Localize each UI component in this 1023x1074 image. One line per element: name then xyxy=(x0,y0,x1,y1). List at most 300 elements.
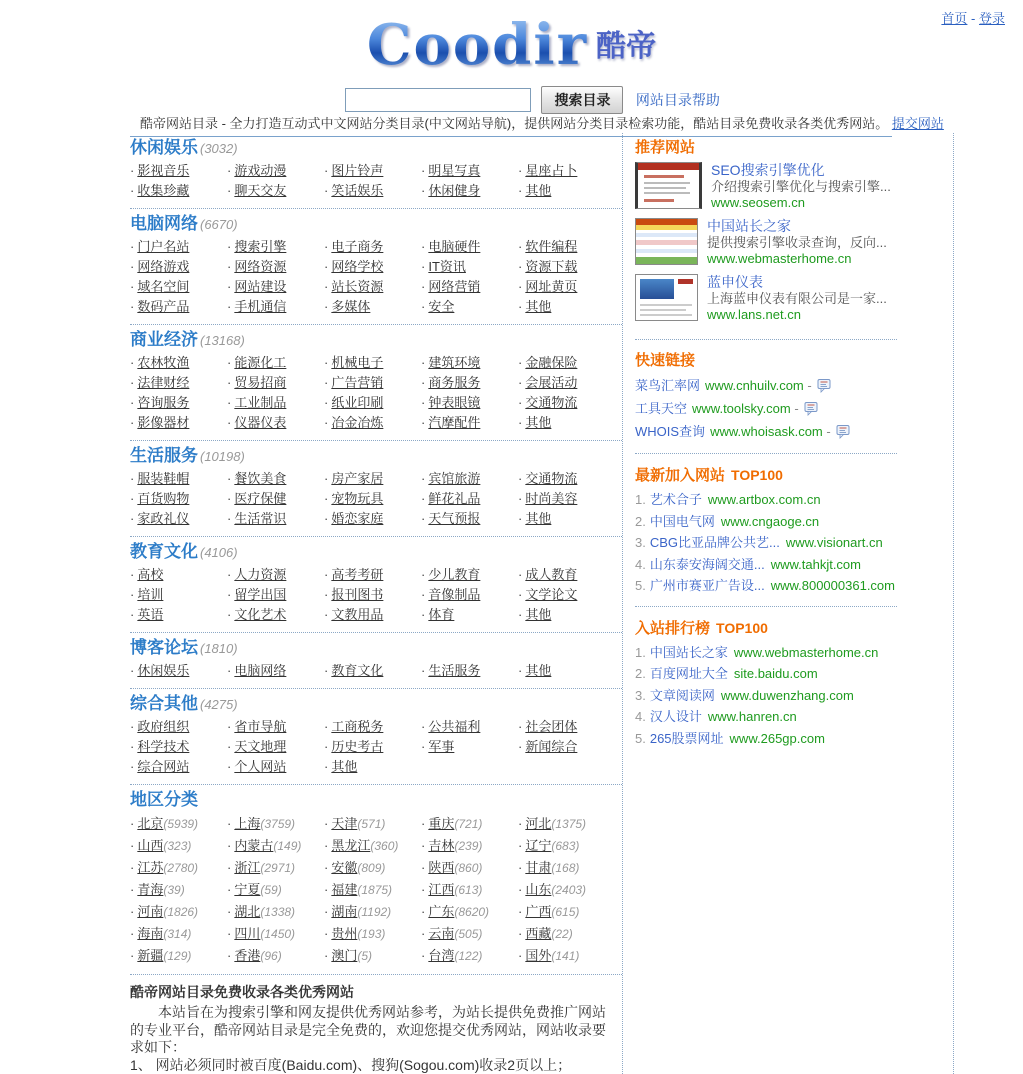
category-link-cell xyxy=(130,565,227,585)
category-link-cell xyxy=(130,161,227,181)
tagline-text: 酷帝网站目录 - 全力打造互动式中文网站分类目录(中文网站导航)，提供网站分类目录检索功能，酷站目录免费收录各类优秀网站。 xyxy=(140,116,888,131)
category-link[interactable]: 服装鞋帽 xyxy=(137,471,189,486)
category-link[interactable]: 图片铃声 xyxy=(331,163,383,178)
region-link-cell xyxy=(227,945,324,967)
category-title[interactable]: 综合其他 xyxy=(130,694,198,713)
bullet-icon: · xyxy=(518,860,522,875)
category-link-cell xyxy=(227,161,324,181)
category-link-cell xyxy=(324,181,421,201)
newest-sites-list xyxy=(635,489,953,597)
bullet-icon: · xyxy=(130,948,134,963)
category-section xyxy=(130,689,622,785)
rank-number: 1. xyxy=(635,492,646,507)
category-link[interactable]: 其他 xyxy=(525,663,551,678)
category-link[interactable]: 网站建设 xyxy=(234,279,286,294)
category-link-cell xyxy=(130,757,227,777)
site-name-link[interactable]: 265股票网址 xyxy=(650,731,724,746)
region-link[interactable]: 四川 xyxy=(234,926,260,941)
category-link-cell xyxy=(324,373,421,393)
category-link[interactable]: 餐饮美食 xyxy=(234,471,286,486)
site-url-link[interactable]: www.cnhuilv.com xyxy=(705,378,804,393)
category-link[interactable]: 建筑环境 xyxy=(428,355,480,370)
search-button[interactable]: 搜索目录 xyxy=(541,86,623,114)
site-url-link[interactable]: www.seosem.cn xyxy=(711,195,891,211)
category-link[interactable]: 休闲健身 xyxy=(428,183,480,198)
directory-help-link[interactable]: 网站目录帮助 xyxy=(636,92,720,108)
category-link-cell xyxy=(130,509,227,529)
category-link-cell xyxy=(130,489,227,509)
region-link[interactable]: 陕西 xyxy=(428,860,454,875)
newest-sites-section xyxy=(635,460,953,599)
bullet-icon: · xyxy=(227,948,231,963)
bullet-icon: · xyxy=(518,567,522,582)
category-link-cell xyxy=(324,469,421,489)
category-link[interactable]: 资源下载 xyxy=(525,259,577,274)
site-name-link[interactable]: SEO搜索引擎优化 xyxy=(711,162,891,179)
category-link[interactable]: 鲜花礼品 xyxy=(428,491,480,506)
category-link[interactable]: 宠物玩具 xyxy=(331,491,383,506)
region-link[interactable]: 甘肃 xyxy=(525,860,551,875)
site-thumbnail[interactable] xyxy=(635,274,698,321)
category-link[interactable]: 安全 xyxy=(428,299,454,314)
category-link[interactable]: 体育 xyxy=(428,607,454,622)
bullet-icon: · xyxy=(130,759,134,774)
quick-links-section xyxy=(635,346,953,446)
category-link-cell xyxy=(324,565,421,585)
category-link[interactable]: 宾馆旅游 xyxy=(428,471,480,486)
bullet-icon: · xyxy=(130,299,134,314)
site-name-link[interactable]: 蓝申仪表 xyxy=(707,274,887,291)
site-name-link[interactable]: 百度网址大全 xyxy=(650,666,728,681)
site-name-link[interactable]: 艺术合子 xyxy=(650,492,702,507)
bullet-icon: · xyxy=(227,926,231,941)
category-link[interactable]: 网络游戏 xyxy=(137,259,189,274)
bullet-icon: · xyxy=(130,567,134,582)
category-link-cell xyxy=(227,661,324,681)
category-link[interactable]: 教育文化 xyxy=(331,663,383,678)
region-link-cell xyxy=(227,857,324,879)
region-link[interactable]: 天津 xyxy=(331,816,357,831)
category-link[interactable]: 生活服务 xyxy=(428,663,480,678)
bullet-icon: · xyxy=(518,663,522,678)
region-link[interactable]: 河北 xyxy=(525,816,551,831)
bullet-icon: · xyxy=(324,587,328,602)
category-link-cell xyxy=(227,565,324,585)
recommended-section xyxy=(635,133,953,332)
ranking-list xyxy=(635,642,953,750)
category-title[interactable]: 教育文化 xyxy=(130,542,198,561)
category-link[interactable]: 其他 xyxy=(525,183,551,198)
site-name-link[interactable]: 中国站长之家 xyxy=(650,645,728,660)
region-link[interactable]: 山东 xyxy=(525,882,551,897)
category-link-cell xyxy=(421,605,518,625)
category-link-cell xyxy=(227,509,324,529)
category-link[interactable]: 其他 xyxy=(525,299,551,314)
region-link[interactable]: 澳门 xyxy=(331,948,357,963)
category-link[interactable]: 电脑硬件 xyxy=(428,239,480,254)
category-link[interactable]: 明星写真 xyxy=(428,163,480,178)
category-link[interactable]: 手机通信 xyxy=(234,299,286,314)
bullet-icon: · xyxy=(227,299,231,314)
bullet-icon: · xyxy=(324,471,328,486)
region-link[interactable]: 江西 xyxy=(428,882,454,897)
site-url-link[interactable]: www.tahkjt.com xyxy=(771,557,861,572)
category-link-cell xyxy=(130,717,227,737)
bullet-icon: · xyxy=(227,587,231,602)
category-title[interactable]: 生活服务 xyxy=(130,446,198,465)
bullet-icon: · xyxy=(324,607,328,622)
category-link[interactable]: 公共福利 xyxy=(428,719,480,734)
region-link[interactable]: 湖北 xyxy=(234,904,260,919)
region-count: (129) xyxy=(163,949,191,963)
category-link[interactable]: 交通物流 xyxy=(525,395,577,410)
region-link[interactable]: 福建 xyxy=(331,882,357,897)
site-url-link[interactable]: www.265gp.com xyxy=(730,731,825,746)
region-link[interactable]: 重庆 xyxy=(428,816,454,831)
bullet-icon: · xyxy=(518,719,522,734)
site-url-link[interactable]: www.duwenzhang.com xyxy=(721,688,854,703)
region-link[interactable]: 内蒙古 xyxy=(234,838,273,853)
category-link[interactable]: 金融保险 xyxy=(525,355,577,370)
category-link-cell xyxy=(227,489,324,509)
comment-icon[interactable] xyxy=(817,377,831,398)
region-link[interactable]: 新疆 xyxy=(137,948,163,963)
site-url-link[interactable]: www.lans.net.cn xyxy=(707,307,887,323)
region-link-cell xyxy=(227,879,324,901)
bullet-icon: · xyxy=(421,739,425,754)
category-link[interactable]: 天文地理 xyxy=(234,739,286,754)
region-link[interactable]: 黑龙江 xyxy=(331,838,370,853)
bullet-icon: · xyxy=(518,511,522,526)
region-link[interactable]: 江苏 xyxy=(137,860,163,875)
category-link[interactable]: 多媒体 xyxy=(331,299,370,314)
region-link-cell xyxy=(518,923,615,945)
region-link[interactable]: 北京 xyxy=(137,816,163,831)
region-link[interactable]: 贵州 xyxy=(331,926,357,941)
site-url-link[interactable]: www.800000361.com xyxy=(771,578,895,593)
category-link[interactable]: 新闻综合 xyxy=(525,739,577,754)
category-link-cell xyxy=(421,277,518,297)
region-link[interactable]: 宁夏 xyxy=(234,882,260,897)
category-link[interactable]: 军事 xyxy=(428,739,454,754)
category-link[interactable]: 高校 xyxy=(137,567,163,582)
bullet-icon: · xyxy=(130,471,134,486)
category-link[interactable]: 培训 xyxy=(137,587,163,602)
sidebar xyxy=(623,133,954,1074)
region-link-cell xyxy=(130,857,227,879)
login-link[interactable]: 登录 xyxy=(979,11,1005,26)
category-link[interactable]: 会展活动 xyxy=(525,375,577,390)
category-link-cell xyxy=(421,717,518,737)
site-name-link[interactable]: 广州市赛亚广告设... xyxy=(650,578,765,593)
category-link[interactable]: 域名空间 xyxy=(137,279,189,294)
category-link[interactable]: 工商税务 xyxy=(331,719,383,734)
category-link[interactable]: 英语 xyxy=(137,607,163,622)
category-links-grid xyxy=(130,161,622,201)
category-link[interactable]: 机械电子 xyxy=(331,355,383,370)
region-link[interactable]: 海南 xyxy=(137,926,163,941)
bullet-icon: · xyxy=(518,183,522,198)
category-link-cell xyxy=(324,161,421,181)
category-link[interactable]: 交通物流 xyxy=(525,471,577,486)
footer-title: 酷帝网站目录免费收录各类优秀网站 xyxy=(130,983,616,1002)
bullet-icon: · xyxy=(324,759,328,774)
category-link[interactable]: 婚恋家庭 xyxy=(331,511,383,526)
region-link-cell xyxy=(324,923,421,945)
category-title[interactable]: 商业经济 xyxy=(130,330,198,349)
site-name-link[interactable]: 工具天空 xyxy=(635,401,687,416)
region-link-cell xyxy=(518,879,615,901)
comment-icon[interactable] xyxy=(836,423,850,444)
category-link[interactable]: 时尚美容 xyxy=(525,491,577,506)
category-link[interactable]: 文学论文 xyxy=(525,587,577,602)
category-link-cell xyxy=(518,489,615,509)
category-links-grid xyxy=(130,717,622,777)
bullet-icon: · xyxy=(518,163,522,178)
bullet-icon: · xyxy=(227,415,231,430)
category-link[interactable]: 影视音乐 xyxy=(137,163,189,178)
region-count: (314) xyxy=(163,927,191,941)
region-link[interactable]: 香港 xyxy=(234,948,260,963)
category-title[interactable]: 休闲娱乐 xyxy=(130,138,198,157)
category-link[interactable]: 天气预报 xyxy=(428,511,480,526)
category-link[interactable]: 家政礼仪 xyxy=(137,511,189,526)
category-link-cell xyxy=(518,277,615,297)
site-url-link[interactable]: www.visionart.cn xyxy=(786,535,883,550)
region-link[interactable]: 青海 xyxy=(137,882,163,897)
divider xyxy=(635,453,897,454)
category-link[interactable]: 游戏动漫 xyxy=(234,163,286,178)
site-url-link[interactable]: www.cngaoge.cn xyxy=(721,514,819,529)
category-link[interactable]: 商务服务 xyxy=(428,375,480,390)
region-link[interactable]: 云南 xyxy=(428,926,454,941)
category-link[interactable]: 社会团体 xyxy=(525,719,577,734)
region-link-cell xyxy=(324,835,421,857)
category-link[interactable]: 软件编程 xyxy=(525,239,577,254)
category-link[interactable]: 收集珍藏 xyxy=(137,183,189,198)
region-count: (59) xyxy=(260,883,281,897)
region-link[interactable]: 湖南 xyxy=(331,904,357,919)
category-link[interactable]: 纸业印刷 xyxy=(331,395,383,410)
category-link[interactable]: 工业制品 xyxy=(234,395,286,410)
category-link[interactable]: 电子商务 xyxy=(331,239,383,254)
category-link-cell xyxy=(324,737,421,757)
category-link-cell xyxy=(421,297,518,317)
region-count: (22) xyxy=(551,927,572,941)
region-link[interactable]: 吉林 xyxy=(428,838,454,853)
ranked-site-item xyxy=(635,532,953,554)
bullet-icon: · xyxy=(421,948,425,963)
category-link[interactable]: 网络学校 xyxy=(331,259,383,274)
category-link[interactable]: 高考考研 xyxy=(331,567,383,582)
quick-link-item xyxy=(635,421,953,444)
category-link-cell xyxy=(421,661,518,681)
search-input[interactable] xyxy=(345,88,531,112)
site-name-link[interactable]: 中国电气网 xyxy=(650,514,715,529)
bullet-icon: · xyxy=(421,279,425,294)
category-link[interactable]: 百货购物 xyxy=(137,491,189,506)
home-link[interactable]: 首页 xyxy=(941,11,967,26)
category-link[interactable]: 钟表眼镜 xyxy=(428,395,480,410)
category-link[interactable]: 少儿教育 xyxy=(428,567,480,582)
category-link[interactable]: 其他 xyxy=(525,415,551,430)
category-link-cell xyxy=(421,509,518,529)
bullet-icon: · xyxy=(421,491,425,506)
site-name-link[interactable]: 中国站长之家 xyxy=(707,218,887,235)
category-link[interactable]: 咨询服务 xyxy=(137,395,189,410)
category-links-grid xyxy=(130,469,622,529)
category-link[interactable]: 广告营销 xyxy=(331,375,383,390)
category-link[interactable]: 文教用品 xyxy=(331,607,383,622)
bullet-icon: · xyxy=(130,860,134,875)
category-link[interactable]: 成人教育 xyxy=(525,567,577,582)
category-link[interactable]: 省市导航 xyxy=(234,719,286,734)
category-link[interactable]: 人力资源 xyxy=(234,567,286,582)
category-link[interactable]: 留学出国 xyxy=(234,587,286,602)
category-link[interactable]: 仪器仪表 xyxy=(234,415,286,430)
category-link[interactable]: 房产家居 xyxy=(331,471,383,486)
rank-number: 5. xyxy=(635,731,646,746)
category-link[interactable]: 文化艺术 xyxy=(234,607,286,622)
site-url-link[interactable]: www.webmasterhome.cn xyxy=(734,645,879,660)
category-link[interactable]: 综合网站 xyxy=(137,759,189,774)
category-link[interactable]: 科学技术 xyxy=(137,739,189,754)
region-link[interactable]: 辽宁 xyxy=(525,838,551,853)
category-link[interactable]: IT资讯 xyxy=(428,259,466,274)
site-name-link[interactable]: WHOIS查询 xyxy=(635,424,705,439)
region-link[interactable]: 河南 xyxy=(137,904,163,919)
category-link[interactable]: 电脑网络 xyxy=(234,663,286,678)
category-links-grid xyxy=(130,565,622,625)
bullet-icon: · xyxy=(324,491,328,506)
region-count: (1375) xyxy=(551,817,586,831)
category-link-cell xyxy=(421,257,518,277)
region-link[interactable]: 台湾 xyxy=(428,948,454,963)
category-link[interactable]: 个人网站 xyxy=(234,759,286,774)
category-link[interactable]: 网络资源 xyxy=(234,259,286,274)
category-link[interactable]: 生活常识 xyxy=(234,511,286,526)
region-link[interactable]: 山西 xyxy=(137,838,163,853)
category-link[interactable]: 星座占卜 xyxy=(525,163,577,178)
site-url-link[interactable]: www.artbox.com.cn xyxy=(708,492,821,507)
site-name-link[interactable]: 文章阅读网 xyxy=(650,688,715,703)
bullet-icon: · xyxy=(421,663,425,678)
search-bar xyxy=(345,86,720,114)
category-link[interactable]: 贸易招商 xyxy=(234,375,286,390)
category-link[interactable]: 网络营销 xyxy=(428,279,480,294)
region-link[interactable]: 上海 xyxy=(234,816,260,831)
category-link[interactable]: 农林牧渔 xyxy=(137,355,189,370)
region-count: (8620) xyxy=(454,905,489,919)
category-link-cell xyxy=(518,509,615,529)
category-link[interactable]: 数码产品 xyxy=(137,299,189,314)
site-name-link[interactable]: 菜鸟汇率网 xyxy=(635,378,700,393)
category-link[interactable]: 其他 xyxy=(525,607,551,622)
site-name-link[interactable]: CBG比亚品牌公共艺... xyxy=(650,535,780,550)
category-link[interactable]: 其他 xyxy=(331,759,357,774)
newest-sites-title: 最新加入网站 xyxy=(635,467,725,484)
category-count: (13168) xyxy=(200,333,245,348)
region-link[interactable]: 浙江 xyxy=(234,860,260,875)
region-link[interactable]: 广东 xyxy=(428,904,454,919)
bullet-icon: · xyxy=(518,926,522,941)
category-link[interactable]: 聊天交友 xyxy=(234,183,286,198)
site-thumbnail[interactable] xyxy=(635,162,702,209)
category-link[interactable]: 影像器材 xyxy=(137,415,189,430)
category-link[interactable]: 冶金冶炼 xyxy=(331,415,383,430)
category-link-cell xyxy=(324,297,421,317)
region-link-cell xyxy=(227,813,324,835)
bullet-icon: · xyxy=(227,471,231,486)
category-link[interactable]: 门户名站 xyxy=(137,239,189,254)
region-link[interactable]: 国外 xyxy=(525,948,551,963)
category-link[interactable]: 其他 xyxy=(525,511,551,526)
region-link[interactable]: 安徽 xyxy=(331,860,357,875)
bullet-icon: · xyxy=(324,816,328,831)
site-description: 上海蓝申仪表有限公司是一家... xyxy=(707,291,887,307)
category-link[interactable]: 法律财经 xyxy=(137,375,189,390)
site-name-link[interactable]: 汉人设计 xyxy=(650,709,702,724)
region-count: (1192) xyxy=(357,905,391,919)
category-link[interactable]: 笑话娱乐 xyxy=(331,183,383,198)
category-link[interactable]: 医疗保健 xyxy=(234,491,286,506)
region-link-cell xyxy=(324,813,421,835)
region-section xyxy=(130,785,622,975)
site-name-link[interactable]: 山东泰安海阔交通... xyxy=(650,557,765,572)
category-link-cell xyxy=(421,413,518,433)
category-link[interactable]: 历史考古 xyxy=(331,739,383,754)
category-link-cell xyxy=(518,257,615,277)
bullet-icon: · xyxy=(130,491,134,506)
category-title[interactable]: 博客论坛 xyxy=(130,638,198,657)
site-thumbnail[interactable] xyxy=(635,218,698,265)
category-link[interactable]: 能源化工 xyxy=(234,355,286,370)
recommended-list xyxy=(635,162,953,323)
top100-badge: TOP100 xyxy=(716,620,768,636)
region-link[interactable]: 广西 xyxy=(525,904,551,919)
category-link-cell xyxy=(324,277,421,297)
bullet-icon: · xyxy=(227,838,231,853)
site-url-link[interactable]: www.whoisask.com xyxy=(710,424,823,439)
bullet-icon: · xyxy=(324,719,328,734)
category-link[interactable]: 站长资源 xyxy=(331,279,383,294)
site-url-link[interactable]: site.baidu.com xyxy=(734,666,818,681)
bullet-icon: · xyxy=(130,587,134,602)
category-link-cell xyxy=(227,737,324,757)
category-title[interactable]: 电脑网络 xyxy=(130,214,198,233)
region-count: (193) xyxy=(357,927,385,941)
category-link[interactable]: 音像制品 xyxy=(428,587,480,602)
bullet-icon: · xyxy=(324,511,328,526)
category-link[interactable]: 汽摩配件 xyxy=(428,415,480,430)
site-url-link[interactable]: www.toolsky.com xyxy=(692,401,791,416)
bullet-icon: · xyxy=(324,395,328,410)
site-url-link[interactable]: www.hanren.cn xyxy=(708,709,797,724)
bullet-icon: · xyxy=(324,663,328,678)
region-link[interactable]: 西藏 xyxy=(525,926,551,941)
ranked-site-item xyxy=(635,685,953,707)
comment-icon[interactable] xyxy=(804,400,818,421)
category-link[interactable]: 报刊图书 xyxy=(331,587,383,602)
category-link[interactable]: 休闲娱乐 xyxy=(137,663,189,678)
site-url-link[interactable]: www.webmasterhome.cn xyxy=(707,251,887,267)
top100-badge: TOP100 xyxy=(731,467,783,483)
category-link[interactable]: 搜索引擎 xyxy=(234,239,286,254)
category-link[interactable]: 政府组织 xyxy=(137,719,189,734)
submit-site-link[interactable]: 提交网站 xyxy=(892,116,944,131)
region-count: (1450) xyxy=(260,927,295,941)
category-link[interactable]: 网址黄页 xyxy=(525,279,577,294)
